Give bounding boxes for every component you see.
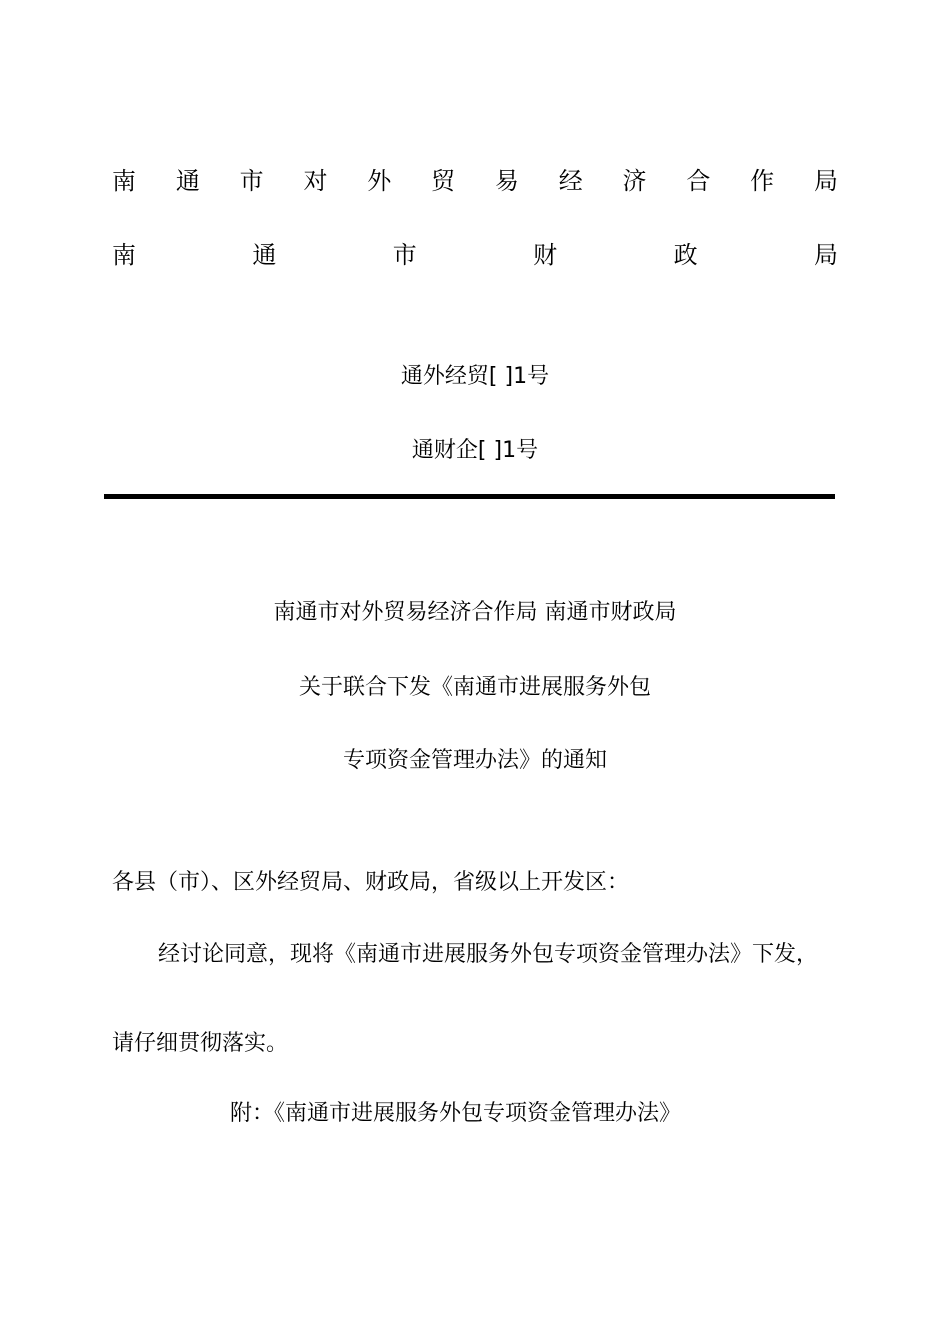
- issuer-char: 济: [622, 167, 647, 195]
- notice-title-line-3: 专项资金管理办法》的通知: [342, 748, 607, 773]
- issuer-char: 作: [750, 167, 775, 195]
- issuer-char: 财: [533, 241, 558, 269]
- issuer-char: 市: [392, 241, 417, 269]
- attachment-line: 附：《南通市进展服务外包专项资金管理办法》: [230, 1101, 682, 1126]
- issuer-char: 贸: [431, 167, 456, 195]
- issuer-char: 市: [239, 167, 264, 195]
- body-paragraph-line-1: 经讨论同意，现将《南通市进展服务外包专项资金管理办法》下发，: [158, 942, 819, 967]
- issuer-char: 通: [175, 167, 200, 195]
- issuer-char: 对: [303, 167, 328, 195]
- issuer-char: 易: [494, 167, 519, 195]
- notice-title-line-2: 关于联合下发《南通市进展服务外包: [298, 675, 651, 700]
- header-divider-rule: [104, 494, 835, 499]
- issuer-char: 通: [252, 241, 277, 269]
- document-number-finance: 通财企[ ]1号: [411, 438, 539, 463]
- issuer-char: 局: [813, 241, 838, 269]
- issuer-line-foreign-trade-bureau: [112, 166, 838, 196]
- issuer-char: 局: [813, 167, 838, 195]
- issuer-char: 外: [367, 167, 392, 195]
- issuer-char: 合: [686, 167, 711, 195]
- document-number-trade: 通外经贸[ ]1号: [400, 364, 550, 389]
- notice-title-line-1: 南通市对外贸易经济合作局 南通市财政局: [273, 600, 677, 625]
- issuer-char: 政: [673, 241, 698, 269]
- issuer-char: 南: [112, 241, 136, 269]
- salutation: 各县（市）、区外经贸局、财政局，省级以上开发区：: [112, 870, 630, 895]
- issuer-line-finance-bureau: [112, 240, 838, 270]
- issuer-char: 经: [558, 167, 583, 195]
- issuer-char: 南: [112, 167, 136, 195]
- body-paragraph-line-2: 请仔细贯彻落实。: [112, 1031, 289, 1056]
